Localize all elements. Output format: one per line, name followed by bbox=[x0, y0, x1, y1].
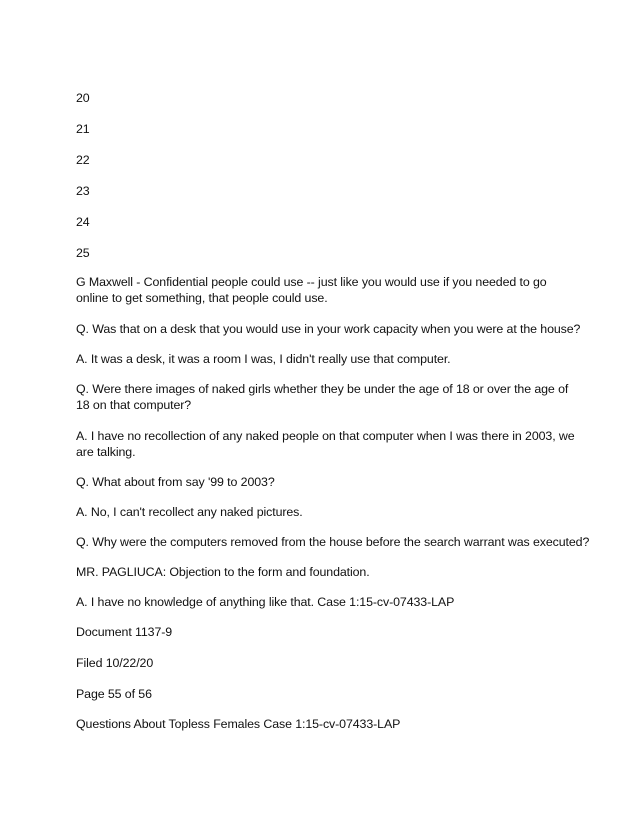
paragraph-answer-recollection: A. I have no recollection of any naked people on that computer when I was there in 2003, we are talking. bbox=[76, 429, 575, 459]
paragraph-maxwell-confidential: G Maxwell - Confidential people could use -- just like you would use if you needed to go online to get something, that people could use. bbox=[76, 275, 547, 305]
section-heading-topless-females: Questions About Topless Females Case 1:15-cv-07433-LAP bbox=[76, 717, 401, 731]
line-number-24: 24 bbox=[76, 215, 90, 229]
paragraph-question-images: Q. Were there images of naked girls whether they be under the age of 18 or over the age of 18 on that computer? bbox=[76, 382, 569, 412]
line-number-21: 21 bbox=[76, 122, 90, 136]
line-number-23: 23 bbox=[76, 184, 90, 198]
paragraph-question-computers-removed: Q. Why were the computers removed from the house before the search warrant was executed? bbox=[76, 535, 590, 549]
paragraph-question-99-2003: Q. What about from say '99 to 2003? bbox=[76, 475, 275, 489]
paragraph-answer-desk: A. It was a desk, it was a room I was, I didn't really use that computer. bbox=[76, 352, 451, 366]
document-number: Document 1137-9 bbox=[76, 625, 173, 639]
line-number-22: 22 bbox=[76, 153, 90, 167]
line-number-20: 20 bbox=[76, 91, 90, 105]
paragraph-question-desk: Q. Was that on a desk that you would use in your work capacity when you were at the house? bbox=[76, 322, 581, 336]
line-number-25: 25 bbox=[76, 246, 90, 260]
paragraph-answer-no-pictures: A. No, I can't recollect any naked pictures. bbox=[76, 505, 303, 519]
filed-date: Filed 10/22/20 bbox=[76, 656, 154, 670]
paragraph-objection: MR. PAGLIUCA: Objection to the form and foundation. bbox=[76, 565, 370, 579]
paragraph-answer-no-knowledge: A. I have no knowledge of anything like that. Case 1:15-cv-07433-LAP bbox=[76, 595, 455, 609]
page-number: Page 55 of 56 bbox=[76, 687, 152, 701]
